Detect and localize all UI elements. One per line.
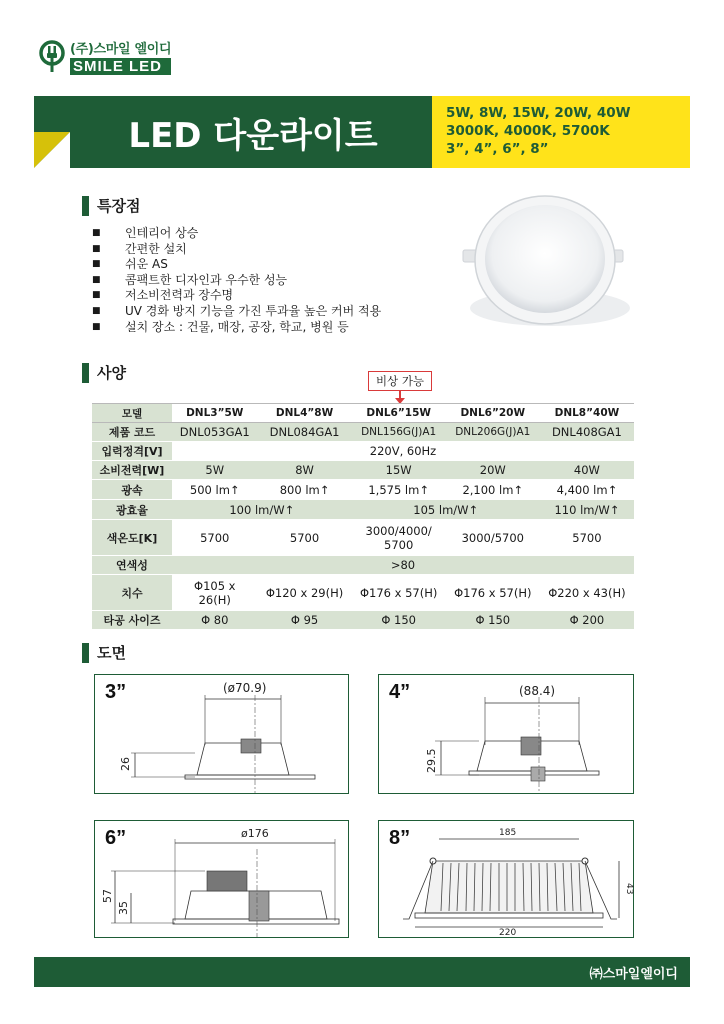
dimension-height-8: 43 (624, 883, 634, 895)
table-row-label: 타공 사이즈 (92, 611, 172, 630)
footer-bar (34, 957, 690, 987)
table-row (92, 423, 634, 442)
table-header-cell: 모델 (92, 404, 172, 423)
table-header-cell: DNL6”15W (352, 404, 446, 423)
table-cell: 5700 (258, 520, 352, 556)
list-item: ■ 콤팩트한 디자인과 우수한 성능 (92, 272, 288, 287)
table-cell: 800 lm↑ (258, 480, 352, 500)
drawing-8inch (378, 820, 634, 938)
table-cell: 1,575 lm↑ (352, 480, 446, 500)
table-cell: Φ176 x 57(H) (352, 575, 446, 611)
table-cell: DNL084GA1 (258, 423, 352, 442)
company-logo (38, 40, 171, 76)
specs-heading (82, 362, 126, 383)
table-cell: 5700 (172, 520, 258, 556)
dimension-top-8: 185 (499, 828, 517, 838)
table-cell: 100 lm/W↑ (172, 500, 352, 520)
spec-summary-size: 3”, 4”, 6”, 8” (446, 141, 549, 157)
heading-bar (82, 196, 89, 216)
table-row-label: 연색성 (92, 556, 172, 575)
drawings-heading-text: 도면 (97, 644, 126, 662)
logo-english-text: SMILE LED (70, 58, 171, 75)
dimension-diameter-6: ø176 (241, 827, 269, 840)
table-row-label: 치수 (92, 575, 172, 611)
table-cell: DNL053GA1 (172, 423, 258, 442)
table-cell: Φ176 x 57(H) (446, 575, 540, 611)
list-item: ■ 인테리어 상승 (92, 226, 199, 240)
logo-korean-text: (주)스마일 엘이디 (70, 41, 172, 57)
table-cell: 20W (446, 461, 540, 480)
heading-bar (82, 643, 89, 663)
list-item: ■ 저소비전력과 장수명 (92, 288, 234, 303)
table-cell: 5700 (540, 520, 634, 556)
table-cell: DNL408GA1 (540, 423, 634, 442)
table-cell: 4,400 lm↑ (540, 480, 634, 500)
dimension-height-3: 26 (119, 757, 132, 771)
table-cell: 8W (258, 461, 352, 480)
drawing-label-3: 3” (105, 681, 127, 703)
table-header-cell: DNL8”40W (540, 404, 634, 423)
drawings-heading (82, 642, 126, 663)
table-cell: Φ 200 (540, 611, 634, 630)
table-row (92, 480, 634, 500)
table-cell: Φ 150 (352, 611, 446, 630)
table-header-cell: DNL6”20W (446, 404, 540, 423)
table-cell: 3000/5700 (446, 520, 540, 556)
page-title: LED 다운라이트 (128, 115, 378, 156)
table-cell: Φ 80 (172, 611, 258, 630)
table-cell: DNL156G(J)A1 (352, 423, 446, 442)
table-cell: Φ105 x 26(H) (172, 575, 258, 611)
banner-spec-summary (432, 96, 690, 168)
table-row (92, 442, 634, 461)
spec-summary-wattage: 5W, 8W, 15W, 20W, 40W (446, 105, 631, 121)
table-cell: 220V, 60Hz (172, 442, 634, 461)
downlight-product-image (455, 188, 635, 338)
lightbulb-plug-icon (38, 40, 66, 76)
dimension-diameter-4: (88.4) (519, 684, 556, 698)
emergency-capable-note: 비상 가능 (368, 371, 432, 391)
table-row-label: 입력정격[V] (92, 442, 172, 461)
drawing-label-6: 6” (105, 827, 127, 849)
table-row (92, 611, 634, 630)
table-cell: 110 lm/W↑ (540, 500, 634, 520)
features-heading (82, 195, 140, 216)
table-cell: 15W (352, 461, 446, 480)
table-row (92, 520, 634, 556)
table-cell: Φ220 x 43(H) (540, 575, 634, 611)
features-list (92, 226, 381, 335)
spec-table (92, 403, 634, 630)
spec-summary-cct: 3000K, 4000K, 5700K (446, 123, 610, 139)
specs-heading-text: 사양 (97, 364, 126, 382)
table-row (92, 556, 634, 575)
list-item: ■ 설치 장소 : 건물, 매장, 공장, 학교, 병원 등 (92, 319, 349, 334)
drawing-4inch (378, 674, 634, 794)
table-row-label: 색온도[K] (92, 520, 172, 556)
table-cell: 500 lm↑ (172, 480, 258, 500)
list-item: ■ 간편한 설치 (92, 241, 187, 256)
table-row-label: 소비전력[W] (92, 461, 172, 480)
table-header-row (92, 404, 634, 423)
table-cell: Φ 95 (258, 611, 352, 630)
table-row-label: 광효율 (92, 500, 172, 520)
dimension-height-4: 29.5 (425, 748, 438, 773)
footer-company-name: ㈜스마일엘이디 (589, 967, 678, 982)
table-row (92, 575, 634, 611)
dimension-diameter-3: (ø70.9) (223, 681, 267, 695)
dimension-height-6a: 57 (101, 889, 114, 903)
dimension-height-6b: 35 (117, 901, 130, 915)
table-cell: Φ 150 (446, 611, 540, 630)
table-row-label: 제품 코드 (92, 423, 172, 442)
table-row (92, 500, 634, 520)
drawing-6inch (94, 820, 349, 938)
table-cell: >80 (172, 556, 634, 575)
features-heading-text: 특장점 (97, 197, 141, 215)
table-cell: 5W (172, 461, 258, 480)
list-item: ■ 쉬운 AS (92, 257, 168, 272)
dimension-bottom-8: 220 (499, 928, 517, 938)
heading-bar (82, 363, 89, 383)
drawing-label-4: 4” (389, 681, 411, 703)
table-row-label: 광속 (92, 480, 172, 500)
list-item: ■ UV 경화 방지 기능을 가진 투과율 높은 커버 적용 (92, 303, 382, 318)
table-row (92, 461, 634, 480)
table-cell: 40W (540, 461, 634, 480)
table-cell: 2,100 lm↑ (446, 480, 540, 500)
table-cell: Φ120 x 29(H) (258, 575, 352, 611)
table-header-cell: DNL4”8W (258, 404, 352, 423)
drawing-label-8: 8” (389, 827, 411, 849)
drawing-3inch (94, 674, 349, 794)
table-cell: 3000/4000/ 5700 (352, 520, 446, 556)
table-cell: DNL206G(J)A1 (446, 423, 540, 442)
table-header-cell: DNL3”5W (172, 404, 258, 423)
table-cell: 105 lm/W↑ (352, 500, 540, 520)
